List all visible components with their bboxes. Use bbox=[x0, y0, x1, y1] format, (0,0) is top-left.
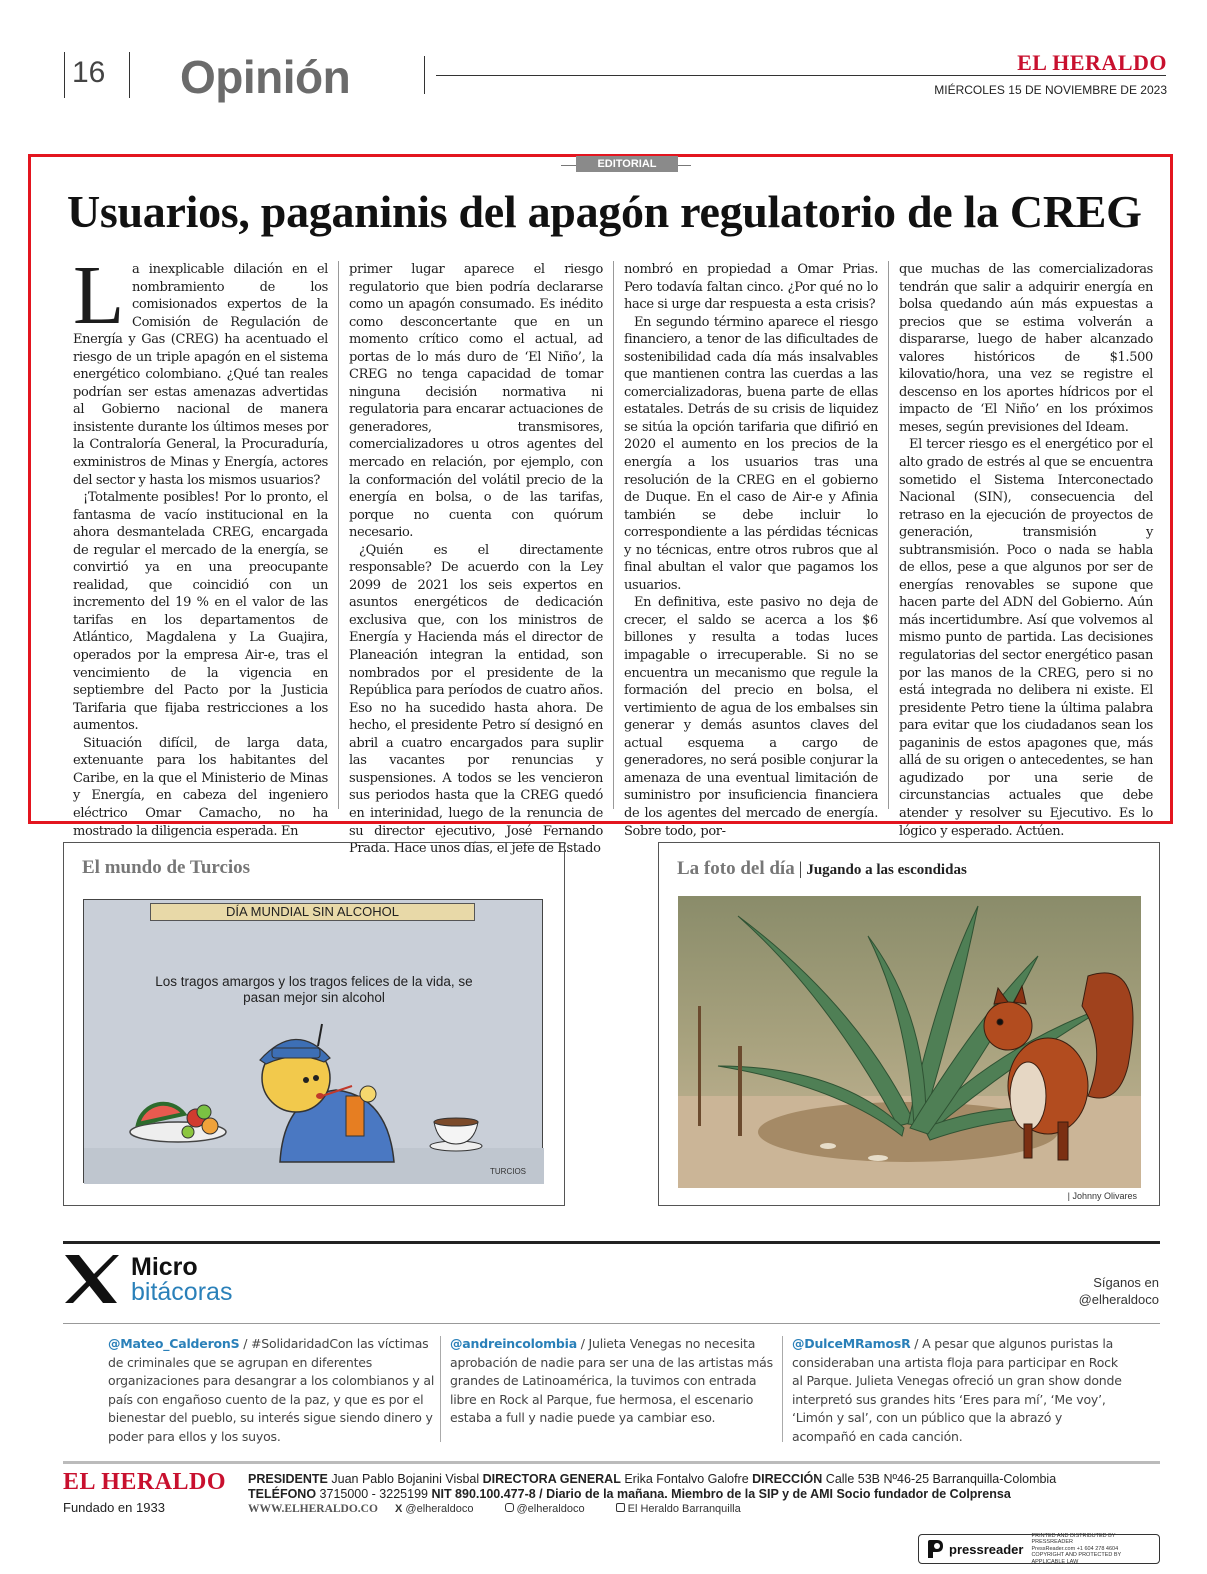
header-divider bbox=[424, 56, 425, 94]
photo-of-the-day-box bbox=[658, 842, 1160, 1206]
tweet-handle[interactable]: @DulceMRamosR bbox=[792, 1336, 911, 1351]
photo-image bbox=[678, 896, 1141, 1188]
footer-value: Juan Pablo Bojanini Visbal bbox=[327, 1472, 483, 1486]
micro-title: Micro bbox=[131, 1253, 198, 1281]
cartoon-title: El mundo de Turcios bbox=[82, 857, 251, 878]
founded-note: Fundado en 1933 bbox=[63, 1500, 165, 1515]
footer-social bbox=[248, 1503, 769, 1515]
x-logo-icon bbox=[63, 1253, 119, 1305]
photo-credit: | Johnny Olivares bbox=[1067, 1191, 1137, 1201]
editorial-column-3 bbox=[613, 261, 888, 839]
facebook-icon bbox=[616, 1503, 625, 1512]
paragraph: En segundo término aparece el riesgo financiero, a tenor de las dificultades de sostenibilidad cada día más insalvables que mantienen contra las cuerdas a las comercializadoras, buena parte de ellas estatales. Detrás de su crisis de liquidez se sitúa la opción tarifaria que difirió en 2020 el aumento en los precios de la energía a los usuarios tras una resolución de la CREG en el gobierno de Duque. En el caso de Air-e y Afinia también se debe incluir lo correspondiente a las pérdidas técnicas y no técnicas, entre otros rubros que al final abultan el valor que pagamos los usuarios. bbox=[623, 314, 878, 593]
pressreader-icon bbox=[925, 1538, 945, 1560]
cartoon-drawing bbox=[84, 900, 544, 1184]
editorial-headline: Usuarios, paganinis del apagón regulatorio de la CREG bbox=[67, 186, 1142, 237]
photo-subtitle: Jugando a las escondidas bbox=[806, 862, 967, 878]
tweet-text: / #SolidaridadCon las víctimas de criminales que se agrupan en diferentes organizaciones para desangrar a los colombianos y al país con engañoso cuento de la paz, y que es por el bienestar del pueblo, su interés sigue siendo dinero y poder para ellos y los suyos. bbox=[108, 1336, 435, 1444]
paragraph: Situación difícil, de larga data, extenuante para los habitantes del Caribe, en la que el Ministerio de Minas y Energía, en cabeza del ingeniero eléctrico Omar Camacho, no ha mostrado la diligencia esperada. En bbox=[73, 735, 328, 839]
twitter-link[interactable] bbox=[395, 1503, 487, 1515]
footer-rule bbox=[63, 1461, 1160, 1464]
fineprint-line: PressReader.com +1 604 278 4604 bbox=[1031, 1545, 1119, 1552]
tweet bbox=[108, 1335, 438, 1446]
footer-label: DIRECCIÓN bbox=[752, 1472, 823, 1486]
x-icon: X bbox=[395, 1503, 403, 1515]
cartoon-box bbox=[63, 842, 565, 1206]
twitter-handle: @elheraldoco bbox=[405, 1503, 474, 1515]
photo-squirrel-plant bbox=[678, 896, 1141, 1188]
paragraph: nombró en propiedad a Omar Prias. Pero todavía faltan cinco. ¿Por qué no lo hace si urge dar respuesta a esta crisis? bbox=[623, 262, 878, 313]
title-separator: | bbox=[798, 858, 803, 878]
publication-date: MIÉRCOLES 15 DE NOVIEMBRE DE 2023 bbox=[934, 83, 1167, 97]
footer-contact bbox=[248, 1487, 1011, 1501]
pressreader-fineprint bbox=[1031, 1533, 1153, 1566]
photo-section-label: La foto del día bbox=[677, 858, 795, 879]
editorial-column-4 bbox=[888, 261, 1163, 839]
paragraph: primer lugar aparece el riesgo regulatorio que bien podría declararse como un apagón consumado. Es inédito como desconcertante que en un momento crítico como el actual, ad portas de lo más duro de ‘El Niño’, la CREG no tenga capacidad de tomar ninguna decisión normativa ni regulatoria para encarar actuaciones de generadores, transmisores, comercializadores u otros agentes del mercado en relación, por ejemplo, con la conformación del volátil precio de la energía en bolsa, o de las tarifas, porque no cuenta con quórum necesario. bbox=[348, 262, 603, 541]
editorial-column-2 bbox=[338, 261, 613, 857]
website-link[interactable]: WWW.ELHERALDO.CO bbox=[248, 1503, 378, 1515]
cartoon-caption: Los tragos amargos y los tragos felices de la vida, se pasan mejor sin alcohol bbox=[155, 974, 473, 1005]
editorial-kicker: EDITORIAL bbox=[576, 156, 678, 172]
follow-handle[interactable]: @elheraldoco bbox=[1078, 1292, 1159, 1307]
footer-label: NIT 890.100.477-8 / Diario de la mañana. Miembro de la SIP y de AMI Socio fundador de Colprensa bbox=[431, 1487, 1011, 1501]
editorial-column-1 bbox=[63, 249, 338, 839]
paragraph: ¿Quién es el directamente responsable? De acuerdo con la Ley 2099 de 2021 los seis expertos en asuntos energéticos de dedicación exclusiva que, con los ministros de Energía y Hacienda más el director de Planeación integran la entidad, son nombrados por el presidente de la República para períodos de cuatro años. Eso no ha sucedido hasta ahora. De hecho, el presidente Petro sí designó en abril a cuatro encargados para suplir las vacantes por renuncias y suspensiones. A todos se les vencieron sus periodos hasta que la CREG quedó en interinidad, luego de la renuncia de su director ejecutivo, José Fernando Prada. Hace unos días, el jefe de Estado bbox=[348, 542, 603, 857]
photo-title bbox=[677, 858, 967, 880]
fineprint-line: COPYRIGHT AND PROTECTED BY APPLICABLE LAW bbox=[1031, 1552, 1122, 1565]
section-rule bbox=[63, 1241, 1160, 1244]
fineprint-line: PRINTED AND DISTRIBUTED BY PRESSREADER bbox=[1031, 1532, 1116, 1546]
header-divider bbox=[64, 52, 65, 98]
tweet-handle[interactable]: @Mateo_CalderonS bbox=[108, 1336, 240, 1351]
drop-cap: L bbox=[73, 249, 124, 342]
cartoon-signature: TURCIOS bbox=[490, 1167, 526, 1176]
section-title: Opinión bbox=[180, 51, 351, 103]
tweet-handle[interactable]: @andreincolombia bbox=[450, 1336, 577, 1351]
instagram-handle: @elheraldoco bbox=[516, 1503, 585, 1515]
cartoon-banner: DÍA MUNDIAL SIN ALCOHOL bbox=[150, 903, 475, 921]
bitacoras-title: bitácoras bbox=[131, 1278, 233, 1306]
instagram-link[interactable] bbox=[505, 1503, 599, 1515]
footer-value: 3715000 - 3225199 bbox=[316, 1487, 432, 1501]
pressreader-logo: pressreader bbox=[949, 1541, 1024, 1557]
paragraph: a inexplicable dilación en el nombramiento de los comisionados expertos de la Comisión de Regulación de Energía y Gas (CREG) ha acentuado el riesgo de un triple apagón en el sistema energético colombiano. ¿Qué tan reales podrían ser estas amenazas advertidas al Gobierno nacional de manera insistente durante los últimos meses por la Contraloría General, la Procuraduría, exministros de Minas y Energía, actores del sector y hasta los mismos usuarios? bbox=[73, 262, 328, 488]
tweet bbox=[450, 1335, 780, 1428]
tweet bbox=[792, 1335, 1122, 1446]
editorial-body bbox=[63, 249, 1163, 857]
section-rule bbox=[63, 1323, 1160, 1324]
follow-us bbox=[1079, 1274, 1159, 1308]
paragraph: ¡Totalmente posibles! Por lo pronto, el fantasma de vacío institucional en la ahora desmantelada CREG, encargada de regular el mercado de la energía, se convirtió ya en una preocupante realidad, que coincidió con un incremento del 19 % en el valor de las tarifas en los departamentos de Atlántico, Magdalena y La Guajira, operados por la empresa Air-e, tras el vencimiento de la vigencia en septiembre del Pacto por la Justicia Tarifaria que fijaba restricciones a los aumentos. bbox=[73, 490, 328, 734]
header-divider bbox=[129, 52, 130, 98]
instagram-icon bbox=[505, 1503, 514, 1512]
tweet-divider bbox=[782, 1336, 783, 1442]
footer-value: Calle 53B Nº46-25 Barranquilla-Colombia bbox=[822, 1472, 1057, 1486]
footer-label: DIRECTORA GENERAL bbox=[482, 1472, 621, 1486]
masthead-logo: EL HERALDO bbox=[1017, 50, 1167, 75]
page-number: 16 bbox=[72, 56, 106, 89]
pressreader-badge[interactable] bbox=[918, 1534, 1160, 1564]
facebook-link[interactable] bbox=[616, 1503, 755, 1515]
facebook-handle: El Heraldo Barranquilla bbox=[627, 1503, 741, 1515]
tweet-text: / Julieta Venegas no necesita aprobación de nadie para ser una de las artistas más grandes de Latinoamérica, la tuvimos con entrada libre en Rock al Parque, fue hermosa, el escenario estaba a full y nadie puede ya cambiar eso. bbox=[450, 1336, 773, 1425]
paragraph: En definitiva, este pasivo no deja de crecer, el saldo se acerca a los $6 billones y resulta a todas luces impagable o irrecuperable. Si no se encuentra un mecanismo que regule la formación del precio en bolsa, el vertimiento de agua de los embalses sin generar y demás asuntos claves del actual esquema a cargo de generadores, no será posible conjurar la amenaza de una eventual limitación de suministro por insuficiencia financiera de los agentes del mercado de energía. Sobre todo, por- bbox=[623, 595, 878, 839]
paragraph: El tercer riesgo es el energético por el alto grado de estrés al que se encuentra sometido el Sistema Interconectado Nacional (SIN), consecuencia del retraso en la ejecución de proyectos de generación, transmisión y subtransmisión. Poco o nada se habla de ellos, pese a que algunos por ser de energías renovables se supone que hacen parte del ADN del Gobierno. Aún más incertidumbre. Así que volvemos al mismo punto de partida. Las decisiones regulatorias del sector energético pasan por las manos de la CREG, pero si no está integrada no delibera ni existe. El presidente Petro tiene la última palabra para evitar que los ciudadanos sean los paganinis de estos apagones que, más allá de su origen o antecedentes, se han agudizado por una serie de circunstancias actuales que debe atender y resolver su Ejecutivo. Es lo lógico y esperado. Actúen. bbox=[898, 437, 1153, 839]
footer-label: PRESIDENTE bbox=[248, 1472, 328, 1486]
follow-label: Síganos en bbox=[1093, 1275, 1159, 1290]
footer-credits bbox=[248, 1472, 1056, 1486]
footer-value: Erika Fontalvo Galofre bbox=[620, 1472, 753, 1486]
tweet-divider bbox=[440, 1336, 441, 1442]
footer-logo: EL HERALDO bbox=[63, 1469, 227, 1495]
paragraph: que muchas de las comercializadoras tendrán que salir a adquirir energía en bolsa quedando aún más expuestas a precios que se estima volverán a dispararse, luego de haber alcanzado valores históricos de $1.500 kilovatio/hora, una vez se registre el descenso en los aportes hídricos por el impacto de ‘El Niño’ en los próximos meses, según previsiones del Ideam. bbox=[898, 262, 1153, 435]
cartoon-image bbox=[83, 899, 543, 1183]
footer-label: TELÉFONO bbox=[248, 1487, 317, 1501]
editorial-frame bbox=[28, 154, 1173, 857]
tweet-text: / A pesar que algunos puristas la consideraban una artista floja para participar en Rock al Parque. Julieta Venegas ofreció un gran show donde interpretó sus grandes hits ‘Eres para mí’, ‘Me voy’, ‘Limón y sal’, con un público que la abrazó y acompañó en cada canción. bbox=[792, 1336, 1122, 1444]
